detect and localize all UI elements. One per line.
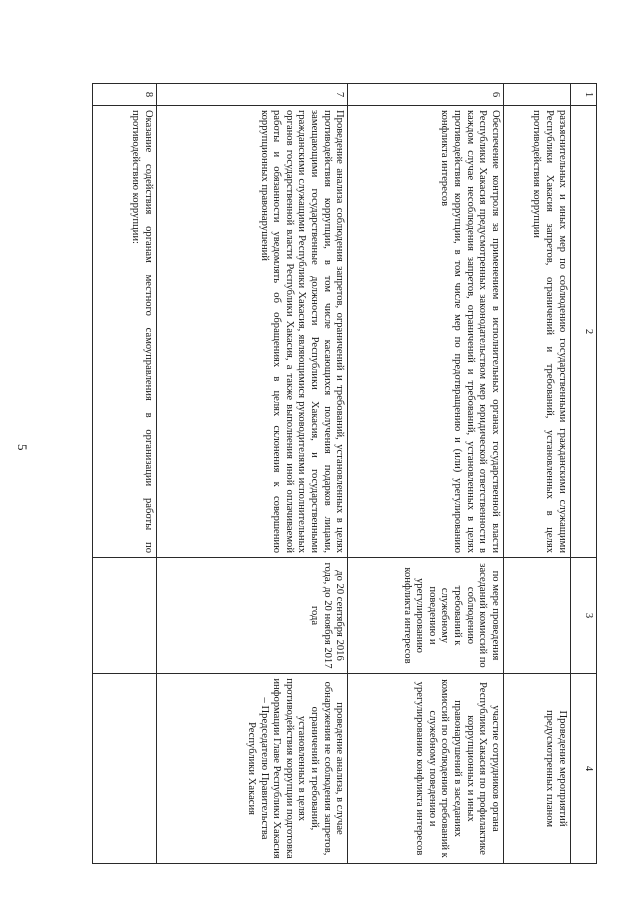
page-number: 5 <box>15 444 30 451</box>
table-row <box>93 84 157 864</box>
row-number: 6 <box>348 84 504 106</box>
row-number: 8 <box>93 84 157 106</box>
table-row <box>348 84 504 864</box>
deadline-text <box>93 558 157 674</box>
table-header-row <box>570 84 596 864</box>
row-number <box>503 84 570 106</box>
deadline-text: до 20 сентября 2016 года, до 20 ноября 2017 года <box>156 558 348 674</box>
row-number: 7 <box>156 84 348 106</box>
result-text <box>93 674 157 864</box>
header-col-4: 4 <box>570 674 596 864</box>
result-text: проведение анализа, в случае обнаружения не соблюдения запретов, ограничений и требований, установленных в целях противодействия коррупции подготовка информации Главе Республики Хакасия – Председателю Правительства Республики Хакасия <box>156 674 348 864</box>
measure-text: Оказание содействия органам местного самоуправления в организации работы по противодействию коррупции: <box>93 106 157 558</box>
measures-table <box>92 83 597 864</box>
deadline-text: по мере проведения заседаний комиссий по соблюдению требований к служебному поведению и урегулированию конфликта интересов <box>348 558 504 674</box>
deadline-text <box>503 558 570 674</box>
table-row <box>503 84 570 864</box>
rotated-page-content <box>92 83 597 863</box>
measure-text: Проведение анализа соблюдения запретов, ограничений и требований, установленных в целях противодействия коррупции, в том числе касающихся получения подарков лицами, замещающими государственные должности Республики Хакасия, и государственными гражданскими служащими Республики Хакасия, являющимися руководителями исполнительных органов государственной власти Республики Хакасия, а также выполнения иной оплачиваемой работы и обязанности уведомлять об обращениях в целях склонения к совершению коррупционных правонарушений <box>156 106 348 558</box>
header-col-1: 1 <box>570 84 596 106</box>
result-text: Проведение мероприятий предусмотренных планом <box>503 674 570 864</box>
table-row <box>156 84 348 864</box>
result-text: участие сотрудников органа Республики Хакасия по профилактике коррупционных и иных правонарушений в заседаниях комиссий по соблюдению требований к служебному поведению и урегулированию конфликта интересов <box>348 674 504 864</box>
header-col-2: 2 <box>570 106 596 558</box>
measure-text: Обеспечение контроля за применением в исполнительных органах государственной власти Республики Хакасия предусмотренных законодательством мер юридической ответственности в каждом случае несоблюдения запретов, ограничений и требований, установленных в целях противодействия коррупции, в том числе мер по предотвращению и (или) урегулированию конфликта интересов <box>348 106 504 558</box>
header-col-3: 3 <box>570 558 596 674</box>
measure-text: разъяснительных и иных мер по соблюдению государственными гражданскими служащими Республики Хакасия запретов, ограничений и требований, установленных в целях противодействия коррупции <box>503 106 570 558</box>
